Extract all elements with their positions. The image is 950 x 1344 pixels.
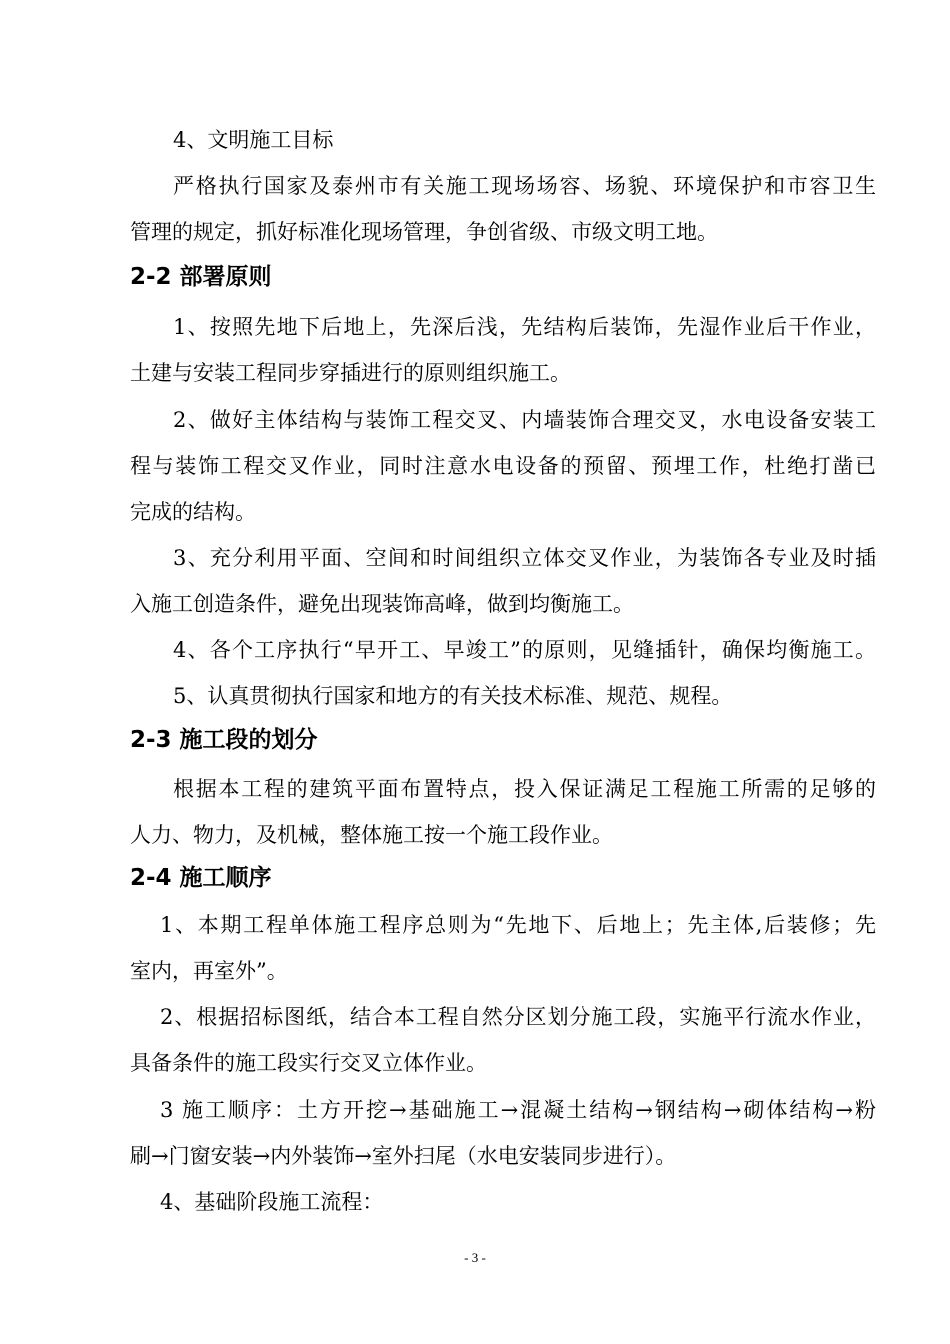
paragraph-line: 入施工创造条件，避免出现装饰高峰，做到均衡施工。	[130, 592, 634, 616]
paragraph-line: 人力、物力，及机械，整体施工按一个施工段作业。	[130, 823, 613, 847]
paragraph-line: 完成的结构。	[130, 500, 256, 524]
paragraph-line: 室内，再室外”。	[130, 959, 288, 983]
paragraph-line: 4、基础阶段施工流程：	[160, 1190, 384, 1214]
paragraph-line: 1、按照先地下后地上，先深后浅，先结构后装饰，先湿作业后干作业，	[173, 315, 876, 339]
item-civilized-goal-title: 4、文明施工目标	[173, 128, 334, 152]
paragraph-line: 2、做好主体结构与装饰工程交叉、内墙装饰合理交叉，水电设备安装工	[173, 408, 876, 432]
paragraph-line: 5、认真贯彻执行国家和地方的有关技术标准、规范、规程。	[173, 684, 733, 708]
section-heading-2-3: 2-3 施工段的划分	[130, 727, 318, 753]
paragraph-line: 程与装饰工程交叉作业，同时注意水电设备的预留、预埋工作，杜绝打凿已	[130, 454, 876, 478]
paragraph-line: 1、本期工程单体施工程序总则为“先地下、后地上；先主体,后装修；先	[160, 913, 876, 937]
paragraph-line: 4、各个工序执行“早开工、早竣工”的原则，见缝插针，确保均衡施工。	[173, 638, 876, 662]
paragraph-line: 3 施工顺序：土方开挖→基础施工→混凝土结构→钢结构→砌体结构→粉	[160, 1098, 876, 1122]
section-heading-2-4: 2-4 施工顺序	[130, 865, 272, 891]
paragraph-line: 土建与安装工程同步穿插进行的原则组织施工。	[130, 361, 571, 385]
section-heading-2-2: 2-2 部署原则	[130, 264, 272, 290]
paragraph-line: 严格执行国家及泰州市有关施工现场场容、场貌、环境保护和市容卫生	[173, 174, 876, 198]
paragraph-line: 具备条件的施工段实行交叉立体作业。	[130, 1051, 487, 1075]
paragraph-line: 3、充分利用平面、空间和时间组织立体交叉作业，为装饰各专业及时插	[173, 546, 876, 570]
paragraph-line: 根据本工程的建筑平面布置特点，投入保证满足工程施工所需的足够的	[173, 777, 876, 801]
paragraph-line: 管理的规定，抓好标准化现场管理，争创省级、市级文明工地。	[130, 220, 718, 244]
paragraph-line: 刷→门窗安装→内外装饰→室外扫尾（水电安装同步进行）。	[130, 1144, 677, 1168]
page-number: - 3 -	[464, 1250, 486, 1265]
paragraph-line: 2、根据招标图纸，结合本工程自然分区划分施工段，实施平行流水作业，	[160, 1005, 876, 1029]
